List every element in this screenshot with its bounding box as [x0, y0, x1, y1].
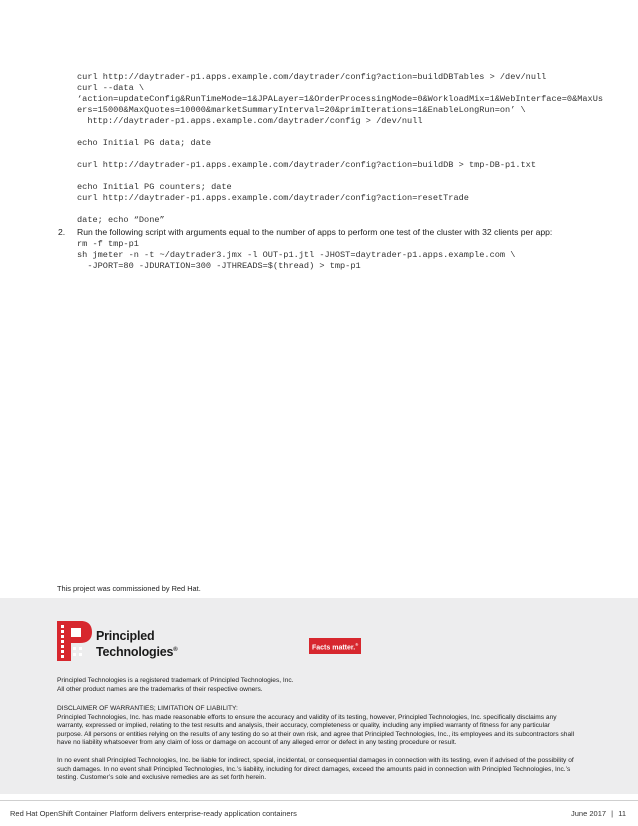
- facts-matter-badge: [309, 638, 361, 654]
- page-number: 11: [618, 809, 626, 818]
- commission-note: This project was commissioned by Red Hat.: [57, 584, 201, 593]
- footer-date: June 2017: [571, 809, 607, 818]
- code-line: curl http://daytrader-p1.apps.example.com/daytrader/config?action=buildDB > tmp-DB-p1.txt: [77, 160, 536, 170]
- step-number: 2.: [58, 227, 66, 237]
- step-2-instruction: [58, 227, 598, 238]
- code-line: curl http://daytrader-p1.apps.example.com/daytrader/config?action=resetTrade: [77, 193, 469, 203]
- jmeter-code-block: [77, 239, 515, 272]
- code-line: http://daytrader-p1.apps.example.com/daytrader/config > /dev/null: [77, 116, 423, 126]
- disclaimer-heading: DISCLAIMER OF WARRANTIES; LIMITATION OF LIABILITY:: [57, 705, 238, 712]
- step-text: Run the following script with arguments equal to the number of apps to perform one test of the cluster with 32 clients per app:: [77, 227, 553, 237]
- footer-document-title: Red Hat OpenShift Container Platform delivers enterprise-ready application containers: [10, 809, 297, 818]
- trademark-notice: [57, 677, 577, 694]
- logo-wordmark: [96, 630, 177, 659]
- disclaimer-section: [57, 705, 577, 748]
- code-line: sh jmeter -n -t ~/daytrader3.jmx -l OUT-p1.jtl -JHOST=daytrader-p1.apps.example.com \: [77, 250, 516, 260]
- facts-registered-mark: ®: [355, 642, 359, 647]
- principled-technologies-logo: [57, 619, 197, 663]
- logo-line-1: Principled: [96, 629, 155, 643]
- trademark-line-1: Principled Technologies is a registered trademark of Principled Technologies, Inc.: [57, 677, 294, 684]
- code-line: ‘action=updateConfig&RunTimeMode=1&JPALayer=1&OrderProcessingMode=0&WorkloadMix=1&WebInterface=0&MaxUs: [77, 94, 604, 104]
- code-line: rm -f tmp-p1: [77, 239, 139, 249]
- code-line: curl --data \: [77, 83, 145, 93]
- script-code-block: [77, 72, 603, 226]
- footer-divider: [0, 800, 638, 801]
- liability-paragraph: In no event shall Principled Technologies, Inc. be liable for indirect, special, incidental, or consequential damages in connection with its testing, even if advised of the possibility of such damages. In no event shall Principled Technologies, Inc.’s liability, including for direct damages, exceed the amounts paid in connection with Principled Technologies, Inc.’s testing. Customer’s sole and exclusive remedies are as set forth herein.: [57, 757, 574, 781]
- footer-page-info: [571, 809, 626, 818]
- registered-mark: ®: [173, 646, 178, 653]
- code-line: ers=15000&MaxQuotes=10000&marketSummaryInterval=20&primIterations=1&EnableLongRun=on’ \: [77, 105, 526, 115]
- disclaimer-body: Principled Technologies, Inc. has made reasonable efforts to ensure the accuracy and validity of its testing, however, Principled Technologies, Inc. specifically disclaims any warranty, expressed or implied, relating to the test results and analysis, their accuracy, completeness or quality, including any implied warranty of fitness for any particular purpose. All persons or entities relying on the results of any testing do so at their own risk, and agree that Principled Technologies, Inc., its employees and its subcontractors shall have no liability whatsoever from any claim of loss or damage on account of any alleged error or defect in any testing procedure or result.: [57, 713, 575, 746]
- code-line: echo Initial PG counters; date: [77, 182, 232, 192]
- logo-line-2: Technologies: [96, 644, 174, 659]
- code-line: -JPORT=80 -JDURATION=300 -JTHREADS=$(thread) > tmp-p1: [77, 261, 361, 271]
- pt-logo-icon: [57, 619, 93, 663]
- code-line: curl http://daytrader-p1.apps.example.com/daytrader/config?action=buildDBTables > /dev/null: [77, 72, 547, 82]
- trademark-line-2: All other product names are the trademarks of their respective owners.: [57, 685, 263, 693]
- code-line: date; echo “Done”: [77, 215, 165, 225]
- facts-badge-text: Facts matter.: [312, 644, 356, 652]
- footer-separator: |: [611, 809, 614, 818]
- code-line: echo Initial PG data; date: [77, 138, 212, 148]
